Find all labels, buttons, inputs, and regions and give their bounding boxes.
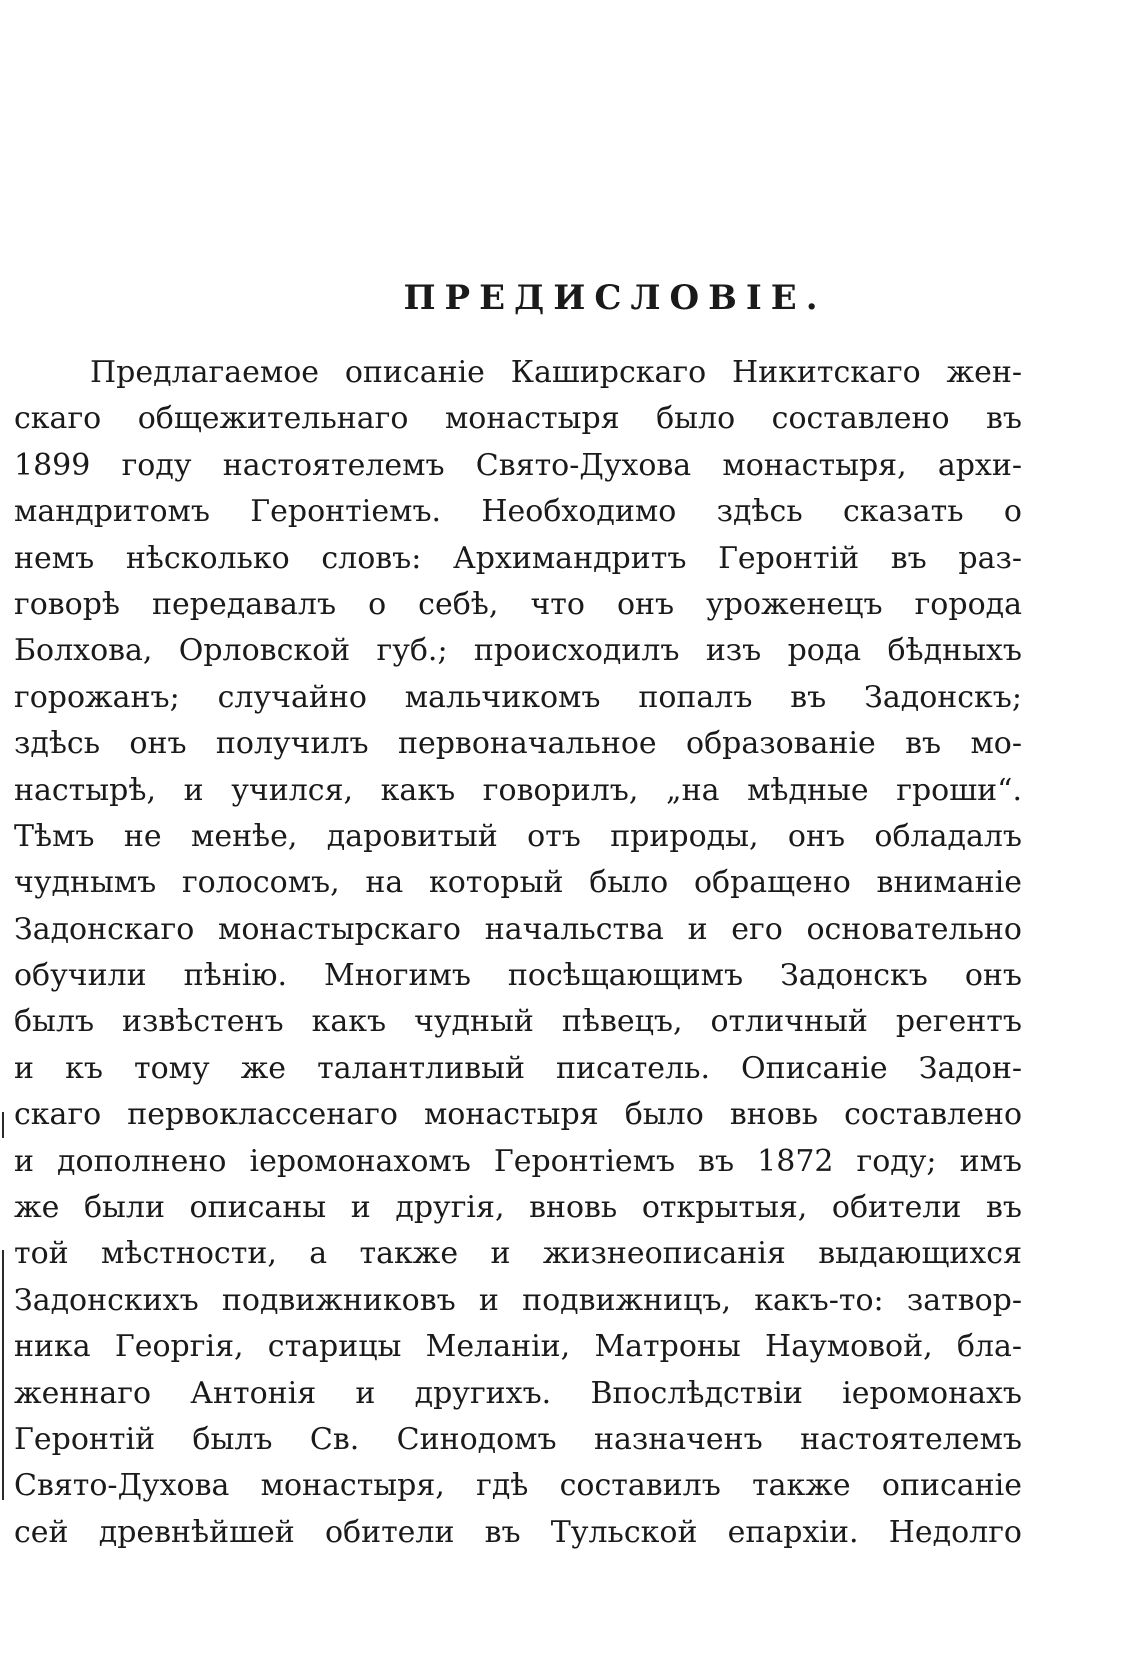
text-line: Тѣмъ не менѣе, даровитый отъ природы, онъ обладалъ bbox=[14, 818, 1022, 854]
text-line: Предлагаемое описаніе Каширскаго Никитскаго жен- bbox=[90, 355, 1022, 390]
text-line: Болхова, Орловской губ.; происходилъ изъ рода бѣдныхъ bbox=[14, 633, 1022, 669]
text-line: здѣсь онъ получилъ первоначальное образованіе въ мо- bbox=[14, 726, 1022, 762]
text-line: настырѣ, и учился, какъ говорилъ, „на мѣдные гроши“. bbox=[14, 772, 1022, 808]
margin-scan-mark bbox=[2, 1112, 4, 1138]
text-line: Свято-Духова монастыря, гдѣ составилъ также описаніе bbox=[14, 1468, 1022, 1504]
text-line: и къ тому же талантливый писатель. Описаніе Задон- bbox=[14, 1050, 1022, 1086]
text-line: и дополнено іеромонахомъ Геронтіемъ въ 1872 году; имъ bbox=[14, 1143, 1022, 1179]
margin-scan-mark bbox=[2, 1250, 4, 1500]
text-line: чуднымъ голосомъ, на который было обращено вниманіе bbox=[14, 865, 1022, 901]
text-line: же были описаны и другія, вновь открытыя, обители въ bbox=[14, 1190, 1022, 1226]
text-line: Задонскихъ подвижниковъ и подвижницъ, какъ-то: затвор- bbox=[14, 1282, 1022, 1318]
text-line: былъ извѣстенъ какъ чудный пѣвецъ, отличный регентъ bbox=[14, 1004, 1022, 1040]
text-line: скаго первоклассенаго монастыря было вновь составлено bbox=[14, 1097, 1022, 1133]
text-line: Задонскаго монастырскаго начальства и его основательно bbox=[14, 911, 1022, 947]
text-line: немъ нѣсколько словъ: Архимандритъ Геронтій въ раз- bbox=[14, 540, 1022, 576]
text-line: мандритомъ Геронтіемъ. Необходимо здѣсь сказать о bbox=[14, 494, 1022, 530]
text-line: скаго общежительнаго монастыря было составлено въ bbox=[14, 401, 1022, 437]
text-line: горожанъ; случайно мальчикомъ попалъ въ Задонскъ; bbox=[14, 679, 1022, 715]
text-line: ника Георгія, старицы Меланіи, Матроны Наумовой, бла- bbox=[14, 1329, 1022, 1365]
page-title: ПРЕДИСЛОВІЕ. bbox=[403, 278, 827, 318]
text-line: обучили пѣнію. Многимъ посѣщающимъ Задонскъ онъ bbox=[14, 958, 1022, 994]
text-line: сей древнѣйшей обители въ Тульской епархіи. Недолго bbox=[14, 1514, 1022, 1550]
text-line: Геронтій былъ Св. Синодомъ назначенъ настоятелемъ bbox=[14, 1421, 1022, 1457]
text-line: 1899 году настоятелемъ Свято-Духова монастыря, архи- bbox=[14, 447, 1022, 483]
body-paragraph bbox=[14, 350, 1022, 1556]
text-line: той мѣстности, а также и жизнеописанія выдающихся bbox=[14, 1236, 1022, 1272]
text-line: говорѣ передавалъ о себѣ, что онъ уроженецъ города bbox=[14, 586, 1022, 622]
text-line: женнаго Антонія и другихъ. Впослѣдствіи іеромонахъ bbox=[14, 1375, 1022, 1411]
